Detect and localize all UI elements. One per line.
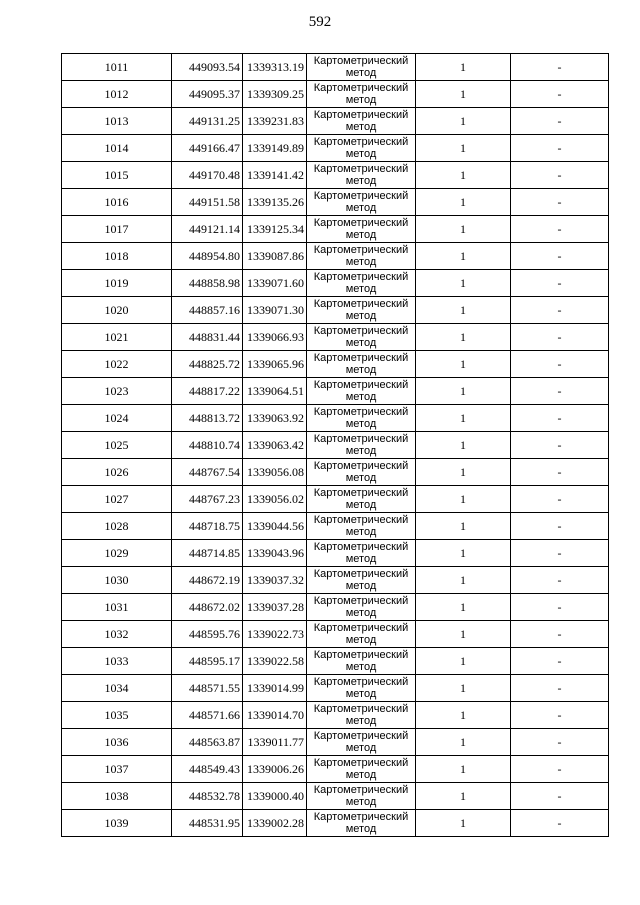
method-line-1: Картометрический — [313, 298, 409, 310]
method-cell — [307, 594, 416, 621]
table-row — [62, 702, 609, 729]
y-coordinate-cell: 1339313.19 — [243, 54, 307, 81]
x-coordinate-cell: 448595.17 — [172, 648, 243, 675]
method-line-2: метод — [345, 499, 377, 511]
note-cell: - — [511, 648, 609, 675]
x-coordinate-cell: 448831.44 — [172, 324, 243, 351]
y-coordinate-cell: 1339014.99 — [243, 675, 307, 702]
point-id-cell: 1024 — [62, 405, 172, 432]
table-row — [62, 540, 609, 567]
note-cell: - — [511, 378, 609, 405]
method-line-2: метод — [345, 553, 377, 565]
note-cell: - — [511, 54, 609, 81]
note-cell: - — [511, 513, 609, 540]
table-row — [62, 378, 609, 405]
x-coordinate-cell: 448571.55 — [172, 675, 243, 702]
method-cell — [307, 216, 416, 243]
y-coordinate-cell: 1339071.60 — [243, 270, 307, 297]
table-row — [62, 216, 609, 243]
accuracy-cell: 1 — [416, 756, 511, 783]
method-cell — [307, 162, 416, 189]
x-coordinate-cell: 449170.48 — [172, 162, 243, 189]
method-line-1: Картометрический — [313, 460, 409, 472]
point-id-cell: 1011 — [62, 54, 172, 81]
point-id-cell: 1026 — [62, 459, 172, 486]
x-coordinate-cell: 448531.95 — [172, 810, 243, 837]
method-line-2: метод — [345, 742, 377, 754]
x-coordinate-cell: 449093.54 — [172, 54, 243, 81]
method-cell — [307, 189, 416, 216]
accuracy-cell: 1 — [416, 567, 511, 594]
point-id-cell: 1019 — [62, 270, 172, 297]
method-line-2: метод — [345, 688, 377, 700]
method-cell — [307, 810, 416, 837]
method-line-1: Картометрический — [313, 55, 409, 67]
table-row — [62, 432, 609, 459]
x-coordinate-cell: 448813.72 — [172, 405, 243, 432]
table-row — [62, 81, 609, 108]
method-line-2: метод — [345, 418, 377, 430]
table-row — [62, 54, 609, 81]
note-cell: - — [511, 567, 609, 594]
x-coordinate-cell: 448767.54 — [172, 459, 243, 486]
point-id-cell: 1035 — [62, 702, 172, 729]
point-id-cell: 1021 — [62, 324, 172, 351]
accuracy-cell: 1 — [416, 729, 511, 756]
table-row — [62, 675, 609, 702]
table-row — [62, 243, 609, 270]
accuracy-cell: 1 — [416, 675, 511, 702]
method-cell — [307, 81, 416, 108]
method-line-1: Картометрический — [313, 514, 409, 526]
table-row — [62, 405, 609, 432]
note-cell: - — [511, 135, 609, 162]
point-id-cell: 1016 — [62, 189, 172, 216]
method-cell — [307, 405, 416, 432]
method-line-1: Картометрический — [313, 703, 409, 715]
point-id-cell: 1033 — [62, 648, 172, 675]
method-line-2: метод — [345, 526, 377, 538]
table-row — [62, 189, 609, 216]
table-row — [62, 513, 609, 540]
method-line-2: метод — [345, 607, 377, 619]
table-row — [62, 351, 609, 378]
accuracy-cell: 1 — [416, 783, 511, 810]
accuracy-cell: 1 — [416, 189, 511, 216]
point-id-cell: 1034 — [62, 675, 172, 702]
y-coordinate-cell: 1339037.32 — [243, 567, 307, 594]
table-row — [62, 162, 609, 189]
method-line-1: Картометрический — [313, 217, 409, 229]
method-line-1: Картометрический — [313, 325, 409, 337]
method-cell — [307, 297, 416, 324]
method-cell — [307, 756, 416, 783]
accuracy-cell: 1 — [416, 54, 511, 81]
note-cell: - — [511, 729, 609, 756]
y-coordinate-cell: 1339037.28 — [243, 594, 307, 621]
method-line-1: Картометрический — [313, 136, 409, 148]
note-cell: - — [511, 459, 609, 486]
method-line-2: метод — [345, 715, 377, 727]
method-cell — [307, 513, 416, 540]
method-cell — [307, 702, 416, 729]
method-cell — [307, 621, 416, 648]
method-cell — [307, 378, 416, 405]
x-coordinate-cell: 449095.37 — [172, 81, 243, 108]
method-cell — [307, 135, 416, 162]
accuracy-cell: 1 — [416, 81, 511, 108]
method-line-1: Картометрический — [313, 271, 409, 283]
table-row — [62, 756, 609, 783]
method-line-1: Картометрический — [313, 568, 409, 580]
method-line-2: метод — [345, 256, 377, 268]
method-line-1: Картометрический — [313, 406, 409, 418]
x-coordinate-cell: 448532.78 — [172, 783, 243, 810]
point-id-cell: 1017 — [62, 216, 172, 243]
table-row — [62, 108, 609, 135]
point-id-cell: 1025 — [62, 432, 172, 459]
method-cell — [307, 243, 416, 270]
point-id-cell: 1020 — [62, 297, 172, 324]
method-line-1: Картометрический — [313, 730, 409, 742]
table-row — [62, 648, 609, 675]
y-coordinate-cell: 1339044.56 — [243, 513, 307, 540]
note-cell: - — [511, 324, 609, 351]
method-line-2: метод — [345, 229, 377, 241]
accuracy-cell: 1 — [416, 648, 511, 675]
method-line-2: метод — [345, 202, 377, 214]
point-id-cell: 1037 — [62, 756, 172, 783]
note-cell: - — [511, 756, 609, 783]
table-row — [62, 621, 609, 648]
note-cell: - — [511, 351, 609, 378]
method-line-1: Картометрический — [313, 190, 409, 202]
note-cell: - — [511, 783, 609, 810]
method-line-2: метод — [345, 283, 377, 295]
table-row — [62, 783, 609, 810]
method-cell — [307, 486, 416, 513]
accuracy-cell: 1 — [416, 459, 511, 486]
y-coordinate-cell: 1339022.73 — [243, 621, 307, 648]
y-coordinate-cell: 1339064.51 — [243, 378, 307, 405]
y-coordinate-cell: 1339056.08 — [243, 459, 307, 486]
method-line-1: Картометрический — [313, 622, 409, 634]
accuracy-cell: 1 — [416, 297, 511, 324]
method-line-1: Картометрический — [313, 676, 409, 688]
note-cell: - — [511, 162, 609, 189]
table-row — [62, 486, 609, 513]
x-coordinate-cell: 449131.25 — [172, 108, 243, 135]
note-cell: - — [511, 81, 609, 108]
method-line-1: Картометрический — [313, 784, 409, 796]
y-coordinate-cell: 1339309.25 — [243, 81, 307, 108]
method-line-2: метод — [345, 661, 377, 673]
x-coordinate-cell: 448825.72 — [172, 351, 243, 378]
method-line-2: метод — [345, 769, 377, 781]
method-line-2: метод — [345, 796, 377, 808]
x-coordinate-cell: 448549.43 — [172, 756, 243, 783]
accuracy-cell: 1 — [416, 432, 511, 459]
x-coordinate-cell: 448672.02 — [172, 594, 243, 621]
method-line-2: метод — [345, 121, 377, 133]
point-id-cell: 1031 — [62, 594, 172, 621]
note-cell: - — [511, 486, 609, 513]
note-cell: - — [511, 702, 609, 729]
method-line-1: Картометрический — [313, 82, 409, 94]
x-coordinate-cell: 448767.23 — [172, 486, 243, 513]
x-coordinate-cell: 448563.87 — [172, 729, 243, 756]
method-line-2: метод — [345, 175, 377, 187]
note-cell: - — [511, 810, 609, 837]
method-cell — [307, 540, 416, 567]
method-cell — [307, 351, 416, 378]
method-line-1: Картометрический — [313, 595, 409, 607]
accuracy-cell: 1 — [416, 702, 511, 729]
note-cell: - — [511, 405, 609, 432]
accuracy-cell: 1 — [416, 135, 511, 162]
point-id-cell: 1027 — [62, 486, 172, 513]
x-coordinate-cell: 448857.16 — [172, 297, 243, 324]
point-id-cell: 1018 — [62, 243, 172, 270]
method-cell — [307, 54, 416, 81]
method-line-2: метод — [345, 148, 377, 160]
accuracy-cell: 1 — [416, 162, 511, 189]
x-coordinate-cell: 448954.80 — [172, 243, 243, 270]
y-coordinate-cell: 1339125.34 — [243, 216, 307, 243]
method-line-1: Картометрический — [313, 541, 409, 553]
method-line-2: метод — [345, 364, 377, 376]
x-coordinate-cell: 448714.85 — [172, 540, 243, 567]
method-line-1: Картометрический — [313, 163, 409, 175]
accuracy-cell: 1 — [416, 486, 511, 513]
x-coordinate-cell: 448810.74 — [172, 432, 243, 459]
x-coordinate-cell: 448817.22 — [172, 378, 243, 405]
y-coordinate-cell: 1339043.96 — [243, 540, 307, 567]
table-row — [62, 324, 609, 351]
table-row — [62, 297, 609, 324]
x-coordinate-cell: 448672.19 — [172, 567, 243, 594]
accuracy-cell: 1 — [416, 621, 511, 648]
method-cell — [307, 783, 416, 810]
accuracy-cell: 1 — [416, 594, 511, 621]
y-coordinate-cell: 1339087.86 — [243, 243, 307, 270]
method-cell — [307, 432, 416, 459]
point-id-cell: 1022 — [62, 351, 172, 378]
method-line-2: метод — [345, 337, 377, 349]
accuracy-cell: 1 — [416, 540, 511, 567]
y-coordinate-cell: 1339063.92 — [243, 405, 307, 432]
note-cell: - — [511, 270, 609, 297]
point-id-cell: 1030 — [62, 567, 172, 594]
accuracy-cell: 1 — [416, 243, 511, 270]
method-line-1: Картометрический — [313, 649, 409, 661]
method-cell — [307, 729, 416, 756]
y-coordinate-cell: 1339071.30 — [243, 297, 307, 324]
method-line-2: метод — [345, 823, 377, 835]
point-id-cell: 1038 — [62, 783, 172, 810]
table-row — [62, 810, 609, 837]
method-line-1: Картометрический — [313, 487, 409, 499]
method-line-2: метод — [345, 391, 377, 403]
x-coordinate-cell: 448595.76 — [172, 621, 243, 648]
point-id-cell: 1028 — [62, 513, 172, 540]
note-cell: - — [511, 621, 609, 648]
method-line-1: Картометрический — [313, 757, 409, 769]
page-number: 592 — [308, 14, 332, 30]
accuracy-cell: 1 — [416, 378, 511, 405]
accuracy-cell: 1 — [416, 270, 511, 297]
method-line-1: Картометрический — [313, 433, 409, 445]
point-id-cell: 1032 — [62, 621, 172, 648]
note-cell: - — [511, 189, 609, 216]
y-coordinate-cell: 1339066.93 — [243, 324, 307, 351]
y-coordinate-cell: 1339000.40 — [243, 783, 307, 810]
y-coordinate-cell: 1339065.96 — [243, 351, 307, 378]
x-coordinate-cell: 448858.98 — [172, 270, 243, 297]
method-cell — [307, 108, 416, 135]
note-cell: - — [511, 297, 609, 324]
y-coordinate-cell: 1339002.28 — [243, 810, 307, 837]
method-line-1: Картометрический — [313, 244, 409, 256]
x-coordinate-cell: 449166.47 — [172, 135, 243, 162]
y-coordinate-cell: 1339141.42 — [243, 162, 307, 189]
x-coordinate-cell: 448571.66 — [172, 702, 243, 729]
x-coordinate-cell: 448718.75 — [172, 513, 243, 540]
y-coordinate-cell: 1339022.58 — [243, 648, 307, 675]
method-cell — [307, 324, 416, 351]
accuracy-cell: 1 — [416, 810, 511, 837]
table-row — [62, 729, 609, 756]
point-id-cell: 1039 — [62, 810, 172, 837]
point-id-cell: 1029 — [62, 540, 172, 567]
accuracy-cell: 1 — [416, 108, 511, 135]
accuracy-cell: 1 — [416, 405, 511, 432]
y-coordinate-cell: 1339063.42 — [243, 432, 307, 459]
point-id-cell: 1036 — [62, 729, 172, 756]
y-coordinate-cell: 1339006.26 — [243, 756, 307, 783]
y-coordinate-cell: 1339135.26 — [243, 189, 307, 216]
method-line-2: метод — [345, 634, 377, 646]
table-row — [62, 270, 609, 297]
accuracy-cell: 1 — [416, 513, 511, 540]
method-line-1: Картометрический — [313, 379, 409, 391]
point-id-cell: 1012 — [62, 81, 172, 108]
y-coordinate-cell: 1339056.02 — [243, 486, 307, 513]
coordinates-table — [61, 53, 609, 837]
y-coordinate-cell: 1339014.70 — [243, 702, 307, 729]
y-coordinate-cell: 1339231.83 — [243, 108, 307, 135]
x-coordinate-cell: 449121.14 — [172, 216, 243, 243]
method-line-1: Картометрический — [313, 352, 409, 364]
method-line-2: метод — [345, 580, 377, 592]
note-cell: - — [511, 540, 609, 567]
table-row — [62, 459, 609, 486]
x-coordinate-cell: 449151.58 — [172, 189, 243, 216]
method-line-2: метод — [345, 445, 377, 457]
table-row — [62, 594, 609, 621]
table-row — [62, 567, 609, 594]
note-cell: - — [511, 432, 609, 459]
note-cell: - — [511, 216, 609, 243]
note-cell: - — [511, 675, 609, 702]
method-line-2: метод — [345, 310, 377, 322]
accuracy-cell: 1 — [416, 216, 511, 243]
note-cell: - — [511, 594, 609, 621]
method-line-1: Картометрический — [313, 811, 409, 823]
method-cell — [307, 459, 416, 486]
table-row — [62, 135, 609, 162]
method-line-2: метод — [345, 67, 377, 79]
method-cell — [307, 567, 416, 594]
point-id-cell: 1023 — [62, 378, 172, 405]
point-id-cell: 1013 — [62, 108, 172, 135]
method-cell — [307, 648, 416, 675]
method-line-1: Картометрический — [313, 109, 409, 121]
note-cell: - — [511, 108, 609, 135]
method-cell — [307, 675, 416, 702]
accuracy-cell: 1 — [416, 324, 511, 351]
method-line-2: метод — [345, 94, 377, 106]
y-coordinate-cell: 1339149.89 — [243, 135, 307, 162]
note-cell: - — [511, 243, 609, 270]
accuracy-cell: 1 — [416, 351, 511, 378]
method-cell — [307, 270, 416, 297]
y-coordinate-cell: 1339011.77 — [243, 729, 307, 756]
method-line-2: метод — [345, 472, 377, 484]
point-id-cell: 1015 — [62, 162, 172, 189]
point-id-cell: 1014 — [62, 135, 172, 162]
